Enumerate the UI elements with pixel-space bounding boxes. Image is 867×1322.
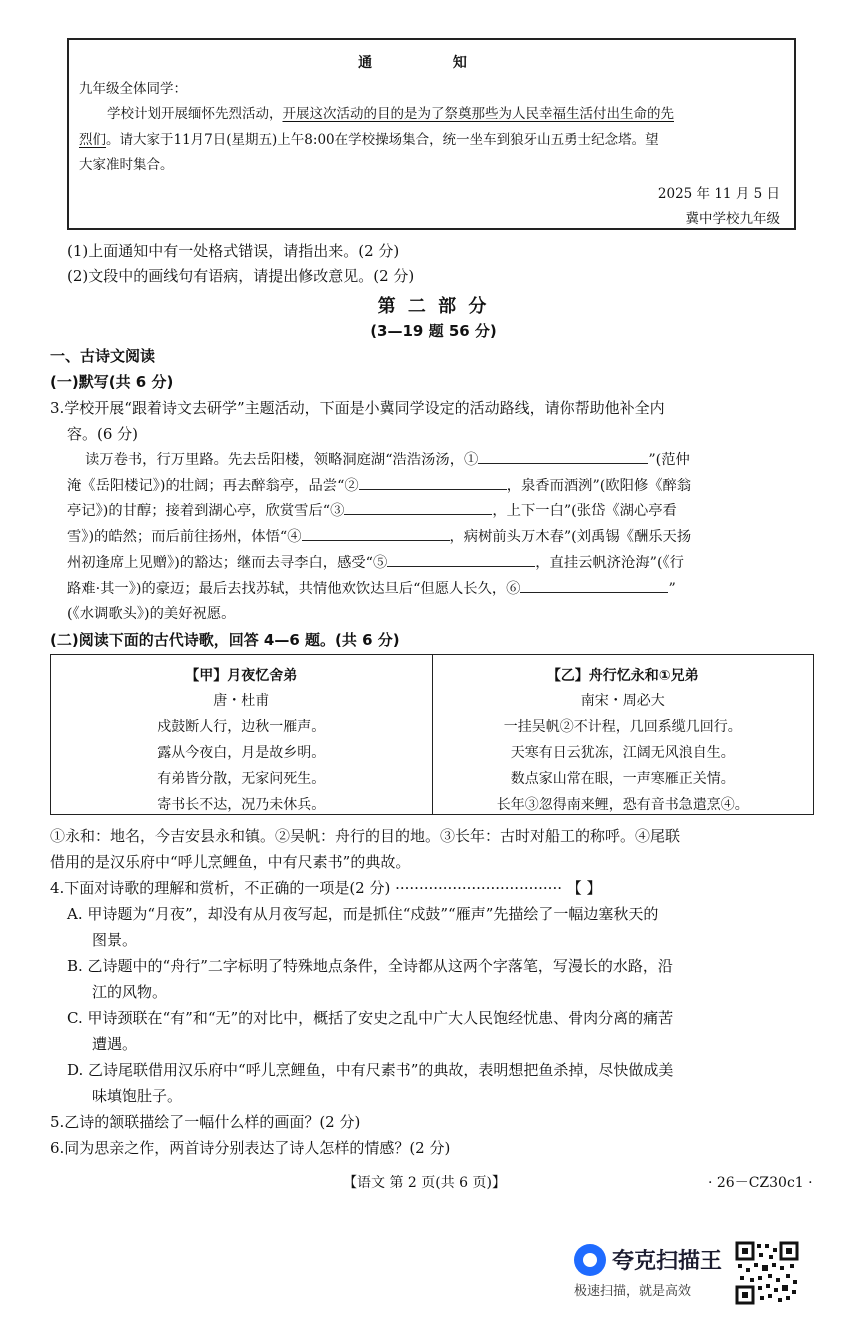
section-classical-reading: 一、古诗文阅读: [50, 347, 156, 365]
passage-text: ，病树前头万木春”(刘禹锡《酬乐天扬: [449, 529, 692, 545]
paper-code: · 26－CZ30c1 ·: [708, 1175, 813, 1191]
notice-body-line-3: 大家准时集合。: [79, 157, 174, 173]
option-c[interactable]: C. 甲诗颈联在“有”和“无”的对比中，概括了安史之乱中广大人民饱经忧患、骨肉分离的痛苦: [67, 1009, 674, 1027]
passage-text: 雪》)的皓然；而后前往扬州，体悟“④: [67, 529, 302, 545]
notice-org: 冀中学校九年级: [685, 211, 780, 227]
question-3-line-2: 容。(6 分): [67, 425, 139, 443]
blank-3[interactable]: [344, 501, 492, 515]
notice-box: [67, 38, 796, 230]
question-4: 4.下面对诗歌的理解和赏析，不正确的一项是(2 分) ··································· 【 】: [50, 879, 602, 897]
passage-text: ”: [668, 581, 676, 597]
option-b[interactable]: B. 乙诗题中的“舟行”二字标明了特殊地点条件，全诗都从这两个字落笔，写漫长的水路，沿: [67, 957, 673, 975]
page-footer: 【语文 第 2 页(共 6 页)】: [343, 1175, 506, 1191]
question-3-passage-line-7: (《水调歌头》)的美好祝愿。: [67, 606, 236, 622]
poem-a-title: 【甲】月夜忆舍弟: [185, 668, 298, 684]
poem-a-line: 有弟皆分散，无家问死生。: [157, 771, 326, 787]
poem-notes-line-1: ①永和：地名，今吉安县永和镇。②吴帆：舟行的目的地。③长年：古时对船工的称呼。④尾联: [50, 827, 681, 845]
option-c-cont: 遭遇。: [92, 1035, 138, 1053]
poem-notes-line-2: 借用的是汉乐府中“呼儿烹鲤鱼，中有尺素书”的典故。: [50, 853, 411, 871]
part-title: 第 二 部 分: [377, 296, 490, 317]
question-3-passage-line-1: [85, 449, 690, 469]
poem-b: [432, 655, 814, 814]
poem-a-line: 戍鼓断人行，边秋一雁声。: [157, 719, 326, 735]
part-subtitle: (3—19 题 56 分): [370, 322, 497, 340]
notice-date: 2025 年 11 月 5 日: [657, 186, 780, 202]
poem-a-line: 寄书长不达，况乃未休兵。: [157, 797, 326, 813]
passage-text: ，上下一白”(张岱《湖心亭看: [492, 503, 677, 519]
notice-body-line-1: [107, 102, 674, 122]
blank-4[interactable]: [302, 527, 450, 541]
scanner-slogan: 极速扫描，就是高效: [574, 1284, 692, 1299]
question-6: 6.同为思亲之作，两首诗分别表达了诗人怎样的情感？(2 分): [50, 1139, 451, 1157]
notice-underlined-sentence: 开展这次活动的目的是为了祭奠那些为人民幸福生活付出生命的先: [282, 106, 674, 122]
option-b-cont: 江的风物。: [92, 983, 168, 1001]
poem-b-line: 数点家山常在眼，一声寒雁正关情。: [510, 771, 735, 787]
section-poem-reading: (二)阅读下面的古代诗歌，回答 4—6 题。(共 6 分): [50, 631, 400, 649]
question-3-passage-line-4: [67, 526, 691, 546]
question-1: (1)上面通知中有一处格式错误，请指出来。(2 分): [67, 242, 400, 260]
poem-b-author: 南宋・周必大: [580, 693, 665, 709]
question-3-passage-line-5: [67, 552, 684, 572]
passage-text: 路难·其一》)的豪迈；最后去找苏轼，共情他欢饮达旦后“但愿人长久，⑥: [67, 581, 521, 597]
poem-table: [50, 654, 814, 815]
question-3-passage-line-3: [67, 500, 677, 520]
blank-5[interactable]: [387, 553, 535, 567]
poem-a-line: 露从今夜白，月是故乡明。: [157, 745, 326, 761]
option-d-cont: 味填饱肚子。: [92, 1087, 183, 1105]
passage-text: ，泉香而酒洌”(欧阳修《醉翁: [506, 478, 692, 494]
poem-b-line: 长年③忽得南来鲤，恐有音书急遣烹④。: [496, 797, 749, 813]
notice-salutation: 九年级全体同学：: [79, 81, 187, 97]
section-dictation: (一)默写(共 6 分): [50, 373, 174, 391]
passage-text: 读万卷书，行万里路。先去岳阳楼，领略洞庭湖“浩浩汤汤，①: [85, 452, 479, 468]
notice-body-line-2: [79, 128, 659, 148]
question-3-passage-line-2: [67, 475, 691, 495]
scanner-logo-icon: [574, 1244, 606, 1276]
question-3-line-1: 3.学校开展“跟着诗文去研学”主题活动，下面是小冀同学设定的活动路线，请你帮助他补全内: [50, 399, 665, 417]
passage-text: 州初逢席上见赠》)的豁达；继而去寻李白，感受“⑤: [67, 555, 388, 571]
scanner-brand-name: 夸克扫描王: [612, 1249, 723, 1274]
question-5: 5.乙诗的颔联描绘了一幅什么样的画面？(2 分): [50, 1113, 361, 1131]
passage-text: 亭记》)的甘醇；接着到湖心亭，欣赏雪后“③: [67, 503, 345, 519]
notice-body-start: 学校计划开展缅怀先烈活动，: [107, 106, 283, 122]
poem-a: [51, 655, 432, 814]
notice-underlined-end: 烈们: [79, 132, 106, 148]
passage-text: ，直挂云帆济沧海”(《行: [535, 555, 684, 571]
passage-text: 淹《岳阳楼记》)的壮阔；再去醉翁亭，品尝“②: [67, 478, 359, 494]
notice-body-rest: 。请大家于11月7日(星期五)上午8:00在学校操场集合，统一坐车到狼牙山五勇士纪念塔。望: [106, 132, 659, 148]
scanner-watermark: [572, 1236, 732, 1299]
poem-a-author: 唐・杜甫: [213, 693, 270, 709]
option-a-cont: 图景。: [92, 931, 138, 949]
question-3-passage-line-6: [67, 578, 676, 598]
passage-text: ”(范仲: [648, 452, 690, 468]
poem-b-title: 【乙】舟行忆永和①兄弟: [546, 668, 699, 684]
option-d[interactable]: D. 乙诗尾联借用汉乐府中“呼儿烹鲤鱼，中有尺素书”的典故，表明想把鱼杀掉，尽快做成美: [67, 1061, 674, 1079]
question-2: (2)文段中的画线句有语病，请提出修改意见。(2 分): [67, 267, 415, 285]
blank-6[interactable]: [520, 579, 668, 593]
blank-2[interactable]: [359, 476, 507, 490]
poem-b-line: 天寒有日云犹冻，江阔无风浪自生。: [510, 745, 735, 761]
option-a[interactable]: A. 甲诗题为“月夜”，却没有从月夜写起，而是抓住“戍鼓”“雁声”先描绘了一幅边塞秋天的: [67, 905, 659, 923]
blank-1[interactable]: [478, 450, 648, 464]
poem-b-line: 一挂吴帆②不计程，几回系缆几回行。: [503, 719, 742, 735]
notice-title: 通 知: [358, 55, 505, 71]
qr-code-icon: [735, 1241, 799, 1305]
